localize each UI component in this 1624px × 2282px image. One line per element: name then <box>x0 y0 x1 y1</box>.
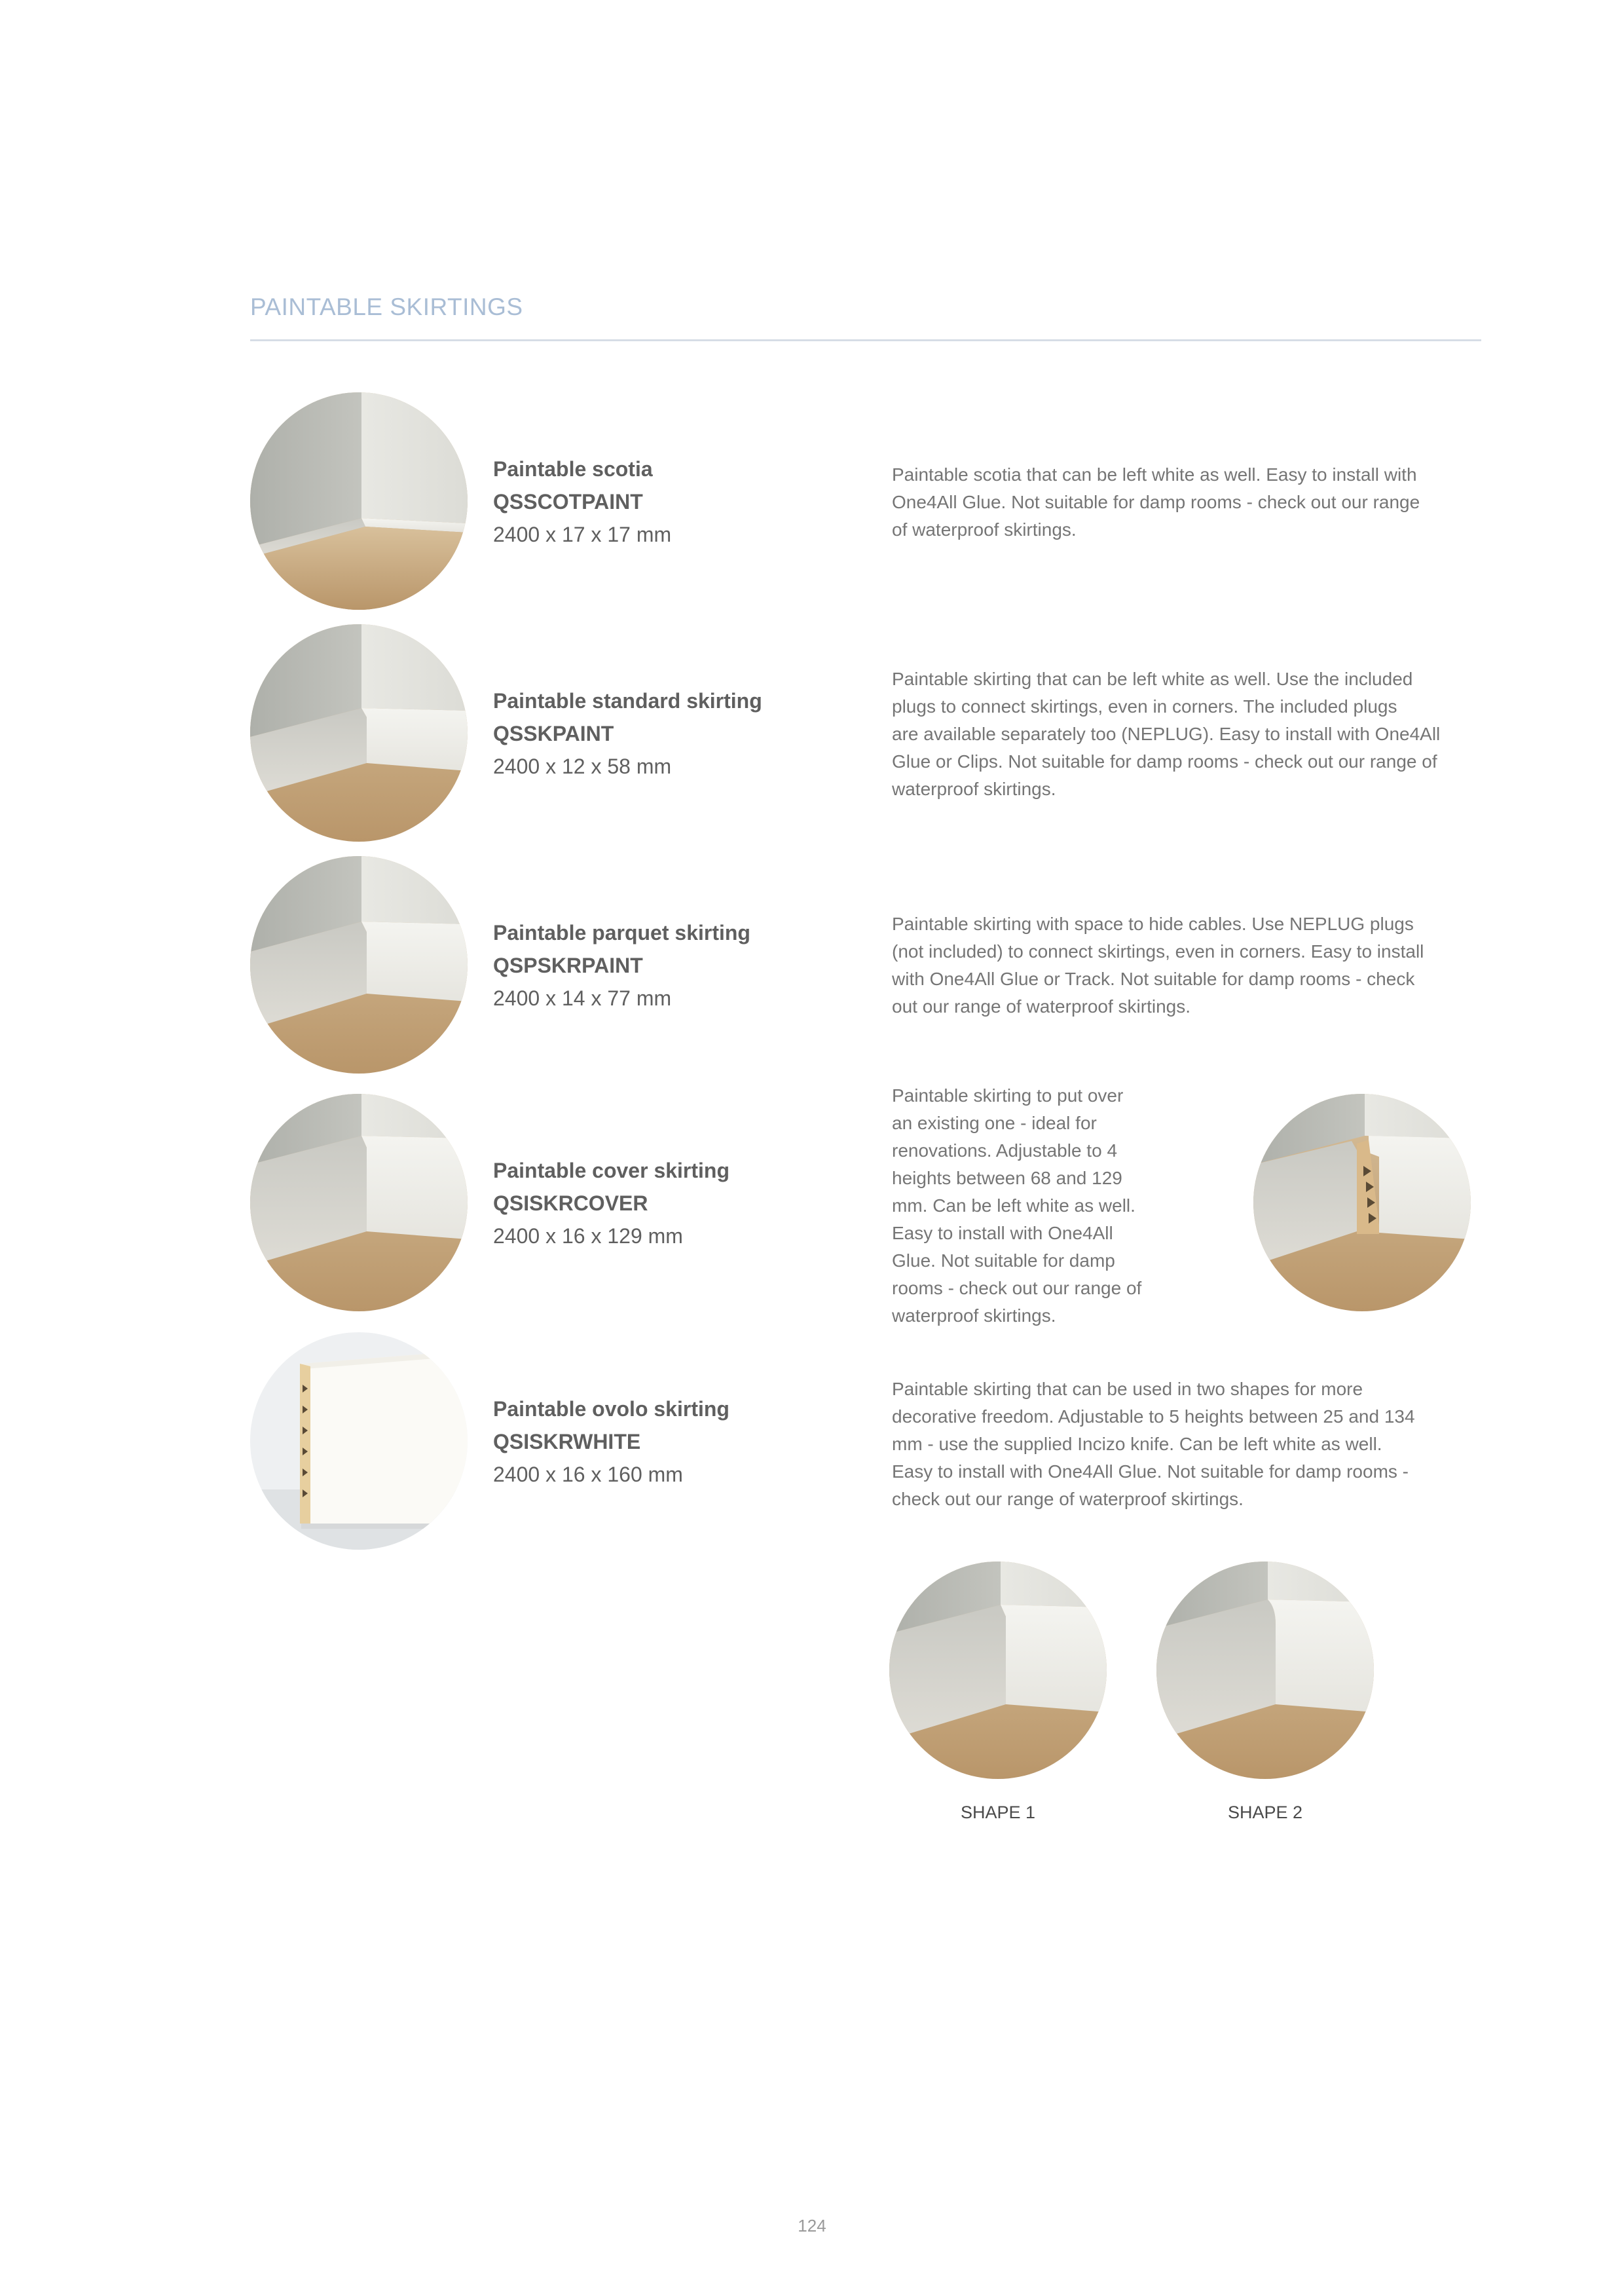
product-dimensions: 2400 x 16 x 160 mm <box>493 1463 683 1486</box>
product-name: Paintable ovolo skirting <box>493 1397 729 1421</box>
description-line: Glue or Clips. Not suitable for damp rooms - check out our range of <box>892 751 1437 772</box>
shape-1-label: SHAPE 1 <box>960 1803 1036 1822</box>
description-line: check out our range of waterproof skirtings. <box>892 1489 1244 1509</box>
page-number: 124 <box>798 2216 826 2235</box>
description-line: Glue. Not suitable for damp <box>892 1250 1115 1271</box>
product-image-scotia <box>250 392 468 610</box>
description-line: decorative freedom. Adjustable to 5 heights between 25 and 134 <box>892 1406 1415 1427</box>
product-dimensions: 2400 x 17 x 17 mm <box>493 523 672 546</box>
description-line: Paintable skirting with space to hide cables. Use NEPLUG plugs <box>892 914 1414 934</box>
product-description <box>892 1082 1167 1330</box>
product-name: Paintable parquet skirting <box>493 921 750 945</box>
description-line: heights between 68 and 129 <box>892 1168 1122 1188</box>
shape-1-image <box>889 1562 1107 1779</box>
description-line: rooms - check out our range of <box>892 1278 1142 1298</box>
description-line: renovations. Adjustable to 4 <box>892 1140 1118 1161</box>
description-line: Paintable skirting to put over <box>892 1085 1124 1106</box>
product-description <box>892 665 1481 803</box>
description-line: Easy to install with One4All Glue. Not suitable for damp rooms - <box>892 1461 1409 1482</box>
product-name: Paintable standard skirting <box>493 689 762 713</box>
description-line: with One4All Glue or Track. Not suitable for damp rooms - check <box>892 969 1415 989</box>
section-title: PAINTABLE SKIRTINGS <box>250 293 523 320</box>
product-image-standard-skirting <box>250 624 468 842</box>
description-line: plugs to connect skirtings, even in corners. The included plugs <box>892 696 1397 717</box>
product-description <box>892 910 1481 1020</box>
product-description <box>892 1375 1481 1513</box>
description-line: (not included) to connect skirtings, even in corners. Easy to install <box>892 941 1424 962</box>
description-line: One4All Glue. Not suitable for damp rooms - check out our range <box>892 492 1420 512</box>
product-code: QSPSKRPAINT <box>493 954 643 977</box>
product-image-cover-skirting-detail <box>1253 1094 1471 1311</box>
product-code: QSISKRCOVER <box>493 1191 648 1215</box>
product-image-parquet-skirting <box>250 856 468 1074</box>
shape-2-label: SHAPE 2 <box>1227 1803 1303 1822</box>
description-line: Paintable scotia that can be left white as well. Easy to install with <box>892 464 1417 485</box>
shape-2-image <box>1156 1562 1374 1779</box>
product-dimensions: 2400 x 16 x 129 mm <box>493 1224 683 1248</box>
product-image-ovolo-skirting <box>250 1332 468 1550</box>
product-code: QSSKPAINT <box>493 722 614 745</box>
product-description <box>892 461 1481 544</box>
product-name: Paintable scotia <box>493 457 653 481</box>
description-line: Paintable skirting that can be left white as well. Use the included <box>892 669 1413 689</box>
product-name: Paintable cover skirting <box>493 1159 730 1182</box>
description-line: an existing one - ideal for <box>892 1113 1097 1133</box>
description-line: mm - use the supplied Incizo knife. Can be left white as well. <box>892 1434 1382 1454</box>
description-line: waterproof skirtings. <box>892 779 1056 799</box>
section-divider <box>250 339 1481 341</box>
description-line: Paintable skirting that can be used in two shapes for more <box>892 1379 1363 1399</box>
product-code: QSISKRWHITE <box>493 1430 641 1453</box>
description-line: waterproof skirtings. <box>892 1305 1056 1326</box>
product-dimensions: 2400 x 12 x 58 mm <box>493 755 672 778</box>
product-code: QSSCOTPAINT <box>493 490 643 514</box>
description-line: are available separately too (NEPLUG). Easy to install with One4All <box>892 724 1441 744</box>
description-line: Easy to install with One4All <box>892 1223 1113 1243</box>
description-line: out our range of waterproof skirtings. <box>892 996 1191 1017</box>
product-image-cover-skirting <box>250 1094 468 1311</box>
description-line: of waterproof skirtings. <box>892 519 1077 540</box>
description-line: mm. Can be left white as well. <box>892 1195 1135 1216</box>
product-dimensions: 2400 x 14 x 77 mm <box>493 986 672 1010</box>
